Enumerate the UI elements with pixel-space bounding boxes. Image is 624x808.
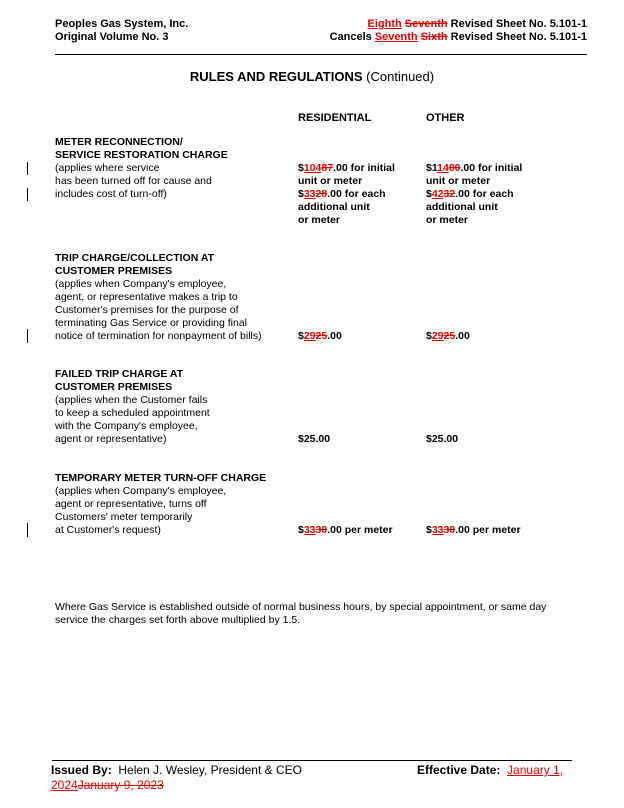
rate-residential-reconnection bbox=[298, 162, 395, 227]
column-header-other: OTHER bbox=[426, 112, 465, 124]
deleted-text: 30 bbox=[315, 524, 328, 536]
rate-residential-failed-trip: $25.00 bbox=[298, 433, 331, 445]
section-description: (applies when Company's employee, bbox=[55, 278, 227, 290]
section-failed-trip bbox=[55, 368, 210, 446]
sheet-number-text: Revised Sheet No. 5.101-1 bbox=[450, 18, 587, 30]
rate-line: or meter bbox=[298, 214, 341, 226]
section-description: with the Company's employee, bbox=[55, 420, 198, 432]
rate-line: additional unit bbox=[298, 201, 370, 213]
rate-line bbox=[426, 188, 522, 201]
rate-line: additional unit bbox=[426, 201, 498, 213]
rate-line bbox=[426, 162, 522, 175]
inserted-text: 33 bbox=[303, 524, 316, 536]
volume-number: Original Volume No. 3 bbox=[55, 31, 169, 43]
rate-suffix: .00 per meter bbox=[327, 524, 393, 536]
section-description: notice of termination for nonpayment of bills) bbox=[55, 330, 262, 342]
rate-suffix: .00 for each bbox=[327, 188, 386, 200]
section-heading: CUSTOMER PREMISES bbox=[55, 381, 173, 393]
rate-line bbox=[298, 188, 395, 201]
rate-line: unit or meter bbox=[426, 175, 491, 187]
section-heading: CUSTOMER PREMISES bbox=[55, 265, 173, 277]
section-description: at Customer's request) bbox=[55, 524, 161, 536]
rate-suffix: .00 bbox=[455, 330, 470, 342]
column-header-residential: RESIDENTIAL bbox=[298, 112, 372, 124]
inserted-text: 29 bbox=[431, 330, 444, 342]
rate-residential-turnoff bbox=[298, 524, 393, 537]
inserted-text: 29 bbox=[303, 330, 316, 342]
section-description: agent or representative, turns off bbox=[55, 498, 207, 510]
sheet-number bbox=[368, 17, 587, 31]
section-trip-charge bbox=[55, 252, 262, 343]
inserted-text: 104 bbox=[303, 162, 322, 174]
rate-prefix: $ bbox=[298, 524, 304, 536]
change-bar bbox=[27, 188, 28, 201]
rate-prefix: $ bbox=[426, 330, 432, 342]
effective-date bbox=[417, 763, 563, 778]
title-main: RULES AND REGULATIONS bbox=[189, 69, 363, 84]
section-description: (applies when Company's employee, bbox=[55, 485, 227, 497]
section-description: terminating Gas Service or providing final bbox=[55, 317, 248, 329]
rate-prefix: $1 bbox=[426, 162, 438, 174]
section-heading: FAILED TRIP CHARGE AT bbox=[55, 368, 184, 380]
deleted-text: Sixth bbox=[420, 31, 448, 43]
deleted-text: 87 bbox=[321, 162, 334, 174]
company-name: Peoples Gas System, Inc. bbox=[55, 18, 189, 30]
inserted-text: 14 bbox=[437, 162, 449, 174]
deleted-text: 25 bbox=[443, 330, 456, 342]
deleted-text: Seventh bbox=[404, 18, 448, 30]
inserted-text: 42 bbox=[431, 188, 444, 200]
rate-suffix: .00 for each bbox=[455, 188, 514, 200]
rate-prefix: $ bbox=[298, 188, 304, 200]
section-temporary-turnoff bbox=[55, 472, 266, 537]
section-heading: METER RECONNECTION/ bbox=[55, 136, 183, 148]
issued-by-label: Issued By: bbox=[51, 763, 112, 777]
issued-by-value: Helen J. Wesley, President & CEO bbox=[118, 763, 302, 777]
rate-other-turnoff bbox=[426, 524, 521, 537]
rate-line: or meter bbox=[426, 214, 469, 226]
rate-residential-trip bbox=[298, 330, 342, 343]
section-description: includes cost of turn-off) bbox=[55, 188, 167, 200]
change-bar bbox=[27, 162, 28, 175]
deleted-text: January 9, 2023 bbox=[77, 778, 164, 792]
issued-by bbox=[51, 763, 302, 778]
cancels-sheet-text: Revised Sheet No. 5.101-1 bbox=[450, 31, 587, 43]
change-bar bbox=[27, 523, 28, 537]
section-description: (applies when the Customer fails bbox=[55, 394, 208, 406]
section-description: agent, or representative makes a trip to bbox=[55, 291, 238, 303]
inserted-text: Eighth bbox=[367, 18, 402, 30]
cancels-prefix: Cancels bbox=[329, 31, 372, 43]
deleted-text: 28 bbox=[315, 188, 328, 200]
inserted-text: 33 bbox=[431, 524, 444, 536]
deleted-text: 00 bbox=[448, 162, 461, 174]
rate-suffix: .00 per meter bbox=[455, 524, 521, 536]
after-hours-note: Where Gas Service is established outside of normal business hours, by special appointment, or same day service the charges set forth above multiplied by 1.5. bbox=[55, 601, 547, 626]
rate-other-reconnection bbox=[426, 162, 522, 227]
header-rule bbox=[55, 54, 587, 55]
rate-prefix: $ bbox=[298, 330, 304, 342]
rate-line bbox=[298, 162, 395, 175]
rate-suffix: .00 for initial bbox=[460, 162, 523, 174]
rate-line: unit or meter bbox=[298, 175, 363, 187]
section-heading: TRIP CHARGE/COLLECTION AT bbox=[55, 252, 215, 264]
section-heading: TEMPORARY METER TURN-OFF CHARGE bbox=[55, 472, 267, 484]
inserted-text: 33 bbox=[303, 188, 316, 200]
rate-suffix: .00 for initial bbox=[333, 162, 395, 174]
change-bar bbox=[27, 329, 28, 343]
deleted-text: 30 bbox=[443, 524, 456, 536]
deleted-text: 32 bbox=[443, 188, 456, 200]
inserted-text: 2024 bbox=[51, 778, 78, 792]
effective-date-label: Effective Date: bbox=[417, 763, 501, 777]
inserted-text: Seventh bbox=[374, 31, 418, 43]
footer-rule bbox=[52, 760, 572, 761]
title-sub: (Continued) bbox=[366, 69, 435, 84]
section-description: to keep a scheduled appointment bbox=[55, 407, 210, 419]
rate-prefix: $ bbox=[426, 188, 432, 200]
section-heading: SERVICE RESTORATION CHARGE bbox=[55, 149, 228, 161]
section-description: (applies where service bbox=[55, 162, 160, 174]
section-description: has been turned off for cause and bbox=[55, 175, 212, 187]
effective-date-continued bbox=[51, 778, 164, 793]
section-meter-reconnection bbox=[55, 136, 228, 201]
page-title bbox=[0, 69, 624, 85]
rate-suffix: .00 bbox=[327, 330, 342, 342]
section-description: Customer's premises for the purpose of bbox=[55, 304, 239, 316]
section-description: Customers' meter temporarily bbox=[55, 511, 193, 523]
deleted-text: 25 bbox=[315, 330, 328, 342]
rate-prefix: $ bbox=[298, 162, 304, 174]
rate-other-trip bbox=[426, 330, 470, 343]
section-description: agent or representative) bbox=[55, 433, 167, 445]
inserted-text: January 1, bbox=[507, 763, 564, 777]
rate-prefix: $ bbox=[426, 524, 432, 536]
cancels-sheet bbox=[330, 30, 587, 44]
rate-other-failed-trip: $25.00 bbox=[426, 433, 459, 445]
